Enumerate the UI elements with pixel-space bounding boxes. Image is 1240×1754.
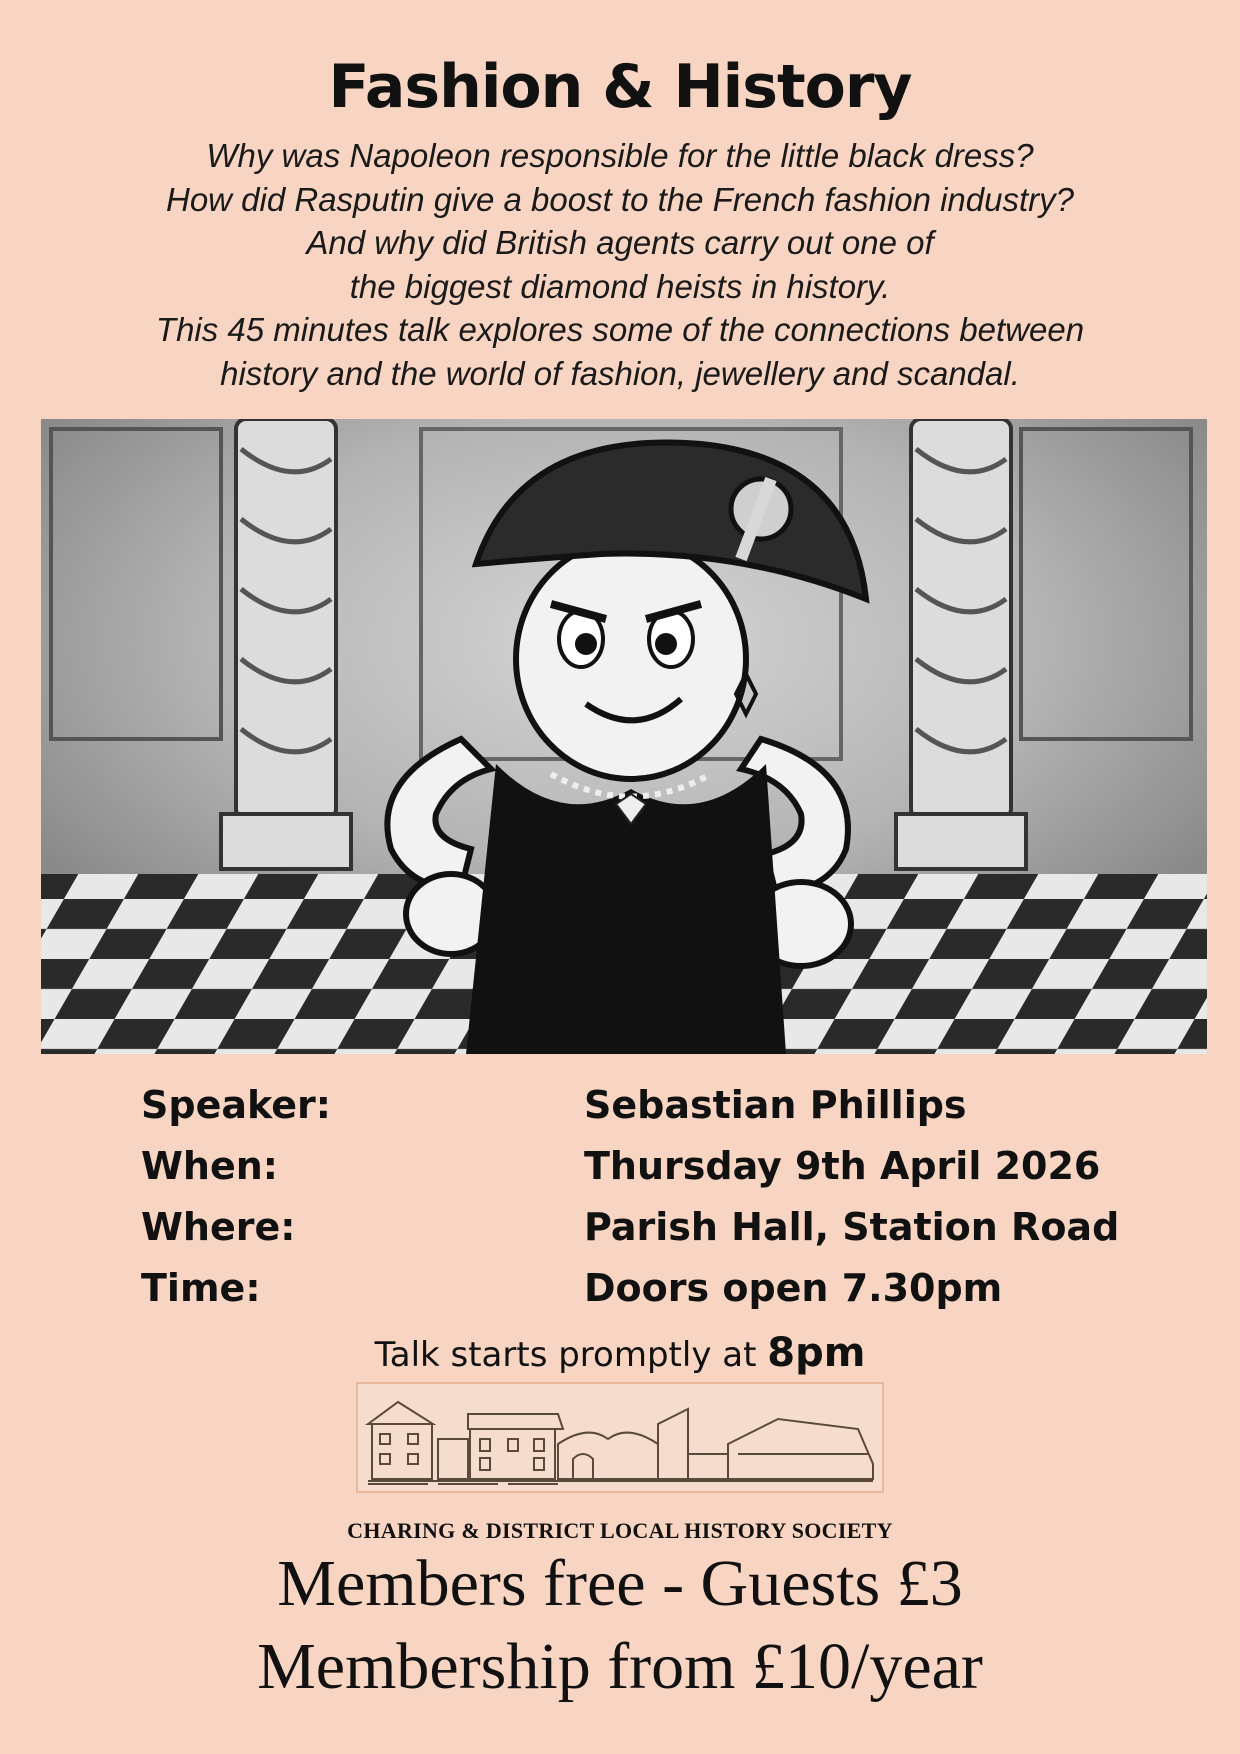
cartoon-illustration xyxy=(41,419,1207,1054)
detail-label: When: xyxy=(141,1144,278,1188)
detail-value: Thursday 9th April 2026 xyxy=(584,1144,1101,1188)
intro-line: history and the world of fashion, jewellery and scandal. xyxy=(220,354,1020,392)
detail-value: Doors open 7.30pm xyxy=(584,1266,1003,1310)
membership-line: Membership from £10/year xyxy=(257,1630,983,1703)
talk-start-time: 8pm xyxy=(767,1330,866,1376)
talk-start-line xyxy=(0,1330,1240,1376)
intro-line: the biggest diamond heists in history. xyxy=(349,267,891,305)
intro-text xyxy=(40,134,1200,395)
detail-value: Parish Hall, Station Road xyxy=(584,1205,1120,1249)
intro-line: And why did British agents carry out one of xyxy=(306,224,934,261)
detail-label: Where: xyxy=(141,1205,296,1249)
intro-line: This 45 minutes talk explores some of the connections between xyxy=(155,311,1085,348)
village-street-sketch-icon xyxy=(358,1384,882,1491)
cartoon-napoleon-icon xyxy=(41,419,1207,1054)
intro-line: How did Rasputin give a boost to the French fashion industry? xyxy=(165,180,1074,218)
society-name: CHARING & DISTRICT LOCAL HISTORY SOCIETY xyxy=(347,1518,893,1543)
poster-title: Fashion & History xyxy=(328,52,912,122)
detail-label: Time: xyxy=(141,1266,261,1310)
intro-line: Why was Napoleon responsible for the little black dress? xyxy=(206,137,1034,174)
talk-start-prefix: Talk starts promptly at xyxy=(374,1335,768,1375)
detail-value: Sebastian Phillips xyxy=(584,1083,967,1127)
detail-label: Speaker: xyxy=(141,1083,331,1127)
society-logo xyxy=(356,1382,884,1493)
price-line: Members free - Guests £3 xyxy=(277,1547,963,1620)
